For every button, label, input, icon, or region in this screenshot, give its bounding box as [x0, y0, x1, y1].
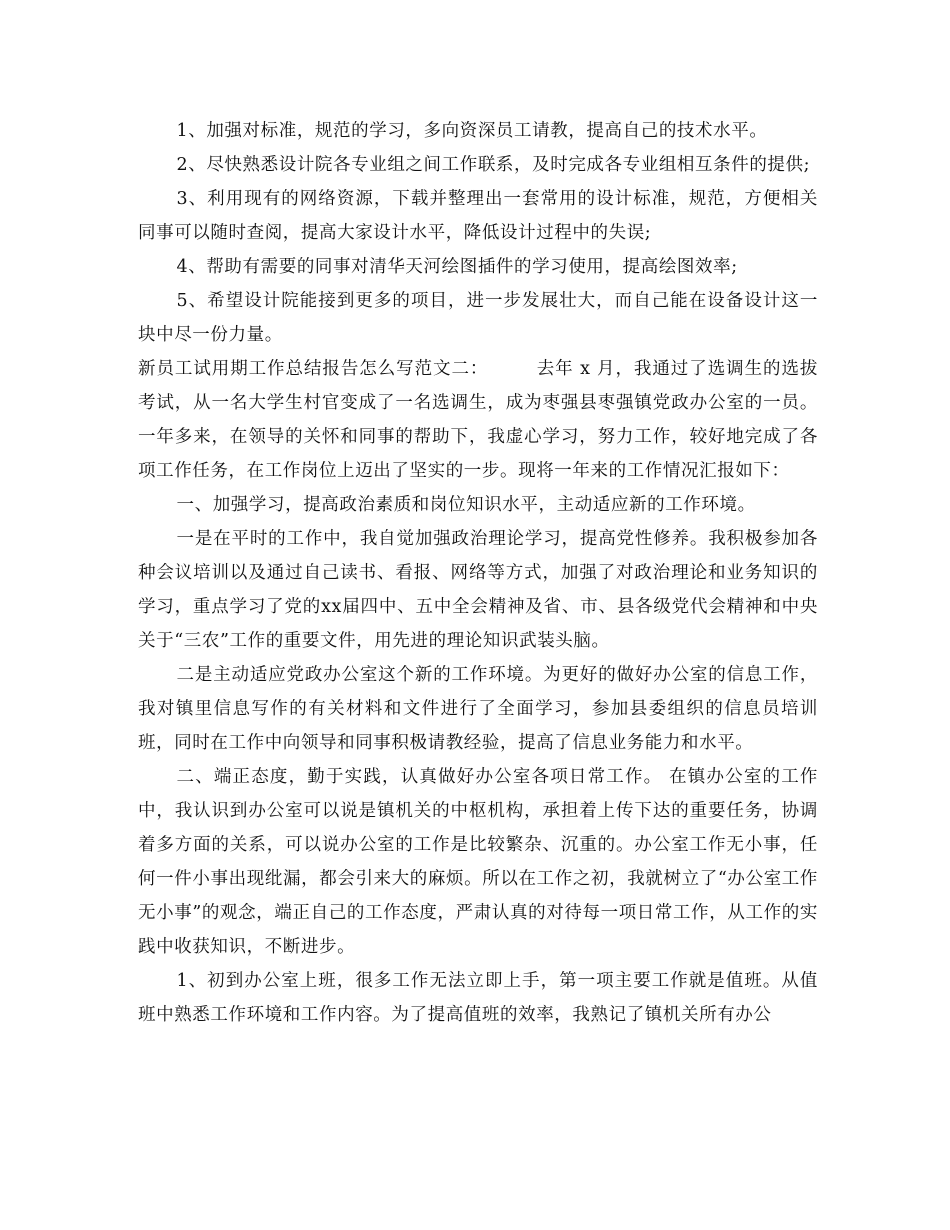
document-body: [138, 114, 818, 1032]
paragraph: 二是主动适应党政办公室这个新的工作环境。为更好的做好办公室的信息工作，我对镇里信息写作的有关材料和文件进行了全面学习，参加县委组织的信息员培训班，同时在工作中向领导和同事积极请教经验，提高了信息业务能力和水平。: [138, 665, 818, 753]
paragraph: 1、加强对标准，规范的学习，多向资深员工请教，提高自己的技术水平。: [176, 121, 768, 141]
paragraph: 5、希望设计院能接到更多的项目，进一步发展壮大，而自己能在设备设计这一块中尽一份力量。: [138, 291, 818, 345]
paragraph: 2、尽快熟悉设计院各专业组之间工作联系，及时完成各专业组相互条件的提供;: [176, 155, 811, 175]
paragraph: 一是在平时的工作中，我自觉加强政治理论学习，提高党性修养。我积极参加各种会议培训以及通过自己读书、看报、网络等方式，加强了对政治理论和业务知识的学习，重点学习了党的xx届四中、五中全会精神及省、市、县各级党代会精神和中央关于“三农”工作的重要文件，用先进的理论知识武装头脑。: [138, 529, 818, 651]
article-section-start: [138, 352, 818, 488]
paragraph: 二、端正态度，勤于实践，认真做好办公室各项日常工作。 在镇办公室的工作中，我认识到办公室可以说是镇机关的中枢机构，承担着上传下达的重要任务，协调着多方面的关系，可以说办公室的工作是比较繁杂、沉重的。办公室工作无小事，任何一件小事出现纰漏，都会引来大的麻烦。所以在工作之初，我就树立了“办公室工作无小事”的观念，端正自己的工作态度，严肃认真的对待每一项日常工作，从工作的实践中收获知识，不断进步。: [138, 767, 818, 957]
paragraph: 4、帮助有需要的同事对清华天河绘图插件的学习使用，提高绘图效率;: [176, 257, 738, 277]
paragraph: 3、利用现有的网络资源，下载并整理出一套常用的设计标准，规范，方便相关同事可以随时查阅，提高大家设计水平，降低设计过程中的失误;: [138, 189, 818, 243]
paragraph: 一、加强学习，提高政治素质和岗位知识水平，主动适应新的工作环境。: [176, 495, 756, 515]
paragraph: 1、初到办公室上班，很多工作无法立即上手，第一项主要工作就是值班。从值班中熟悉工作环境和工作内容。为了提高值班的效率，我熟记了镇机关所有办公: [138, 971, 818, 1025]
article-intro: 去年 x 月，我通过了选调生的选拔考试，从一名大学生村官变成了一名选调生，成为枣强县枣强镇党政办公室的一员。一年多来，在领导的关怀和同事的帮助下，我虚心学习，努力工作，较好地完成了各项工作任务，在工作岗位上迈出了坚实的一步。现将一年来的工作情况汇报如下：: [138, 359, 818, 481]
article-heading: 新员工试用期工作总结报告怎么写范文二：: [138, 359, 489, 379]
